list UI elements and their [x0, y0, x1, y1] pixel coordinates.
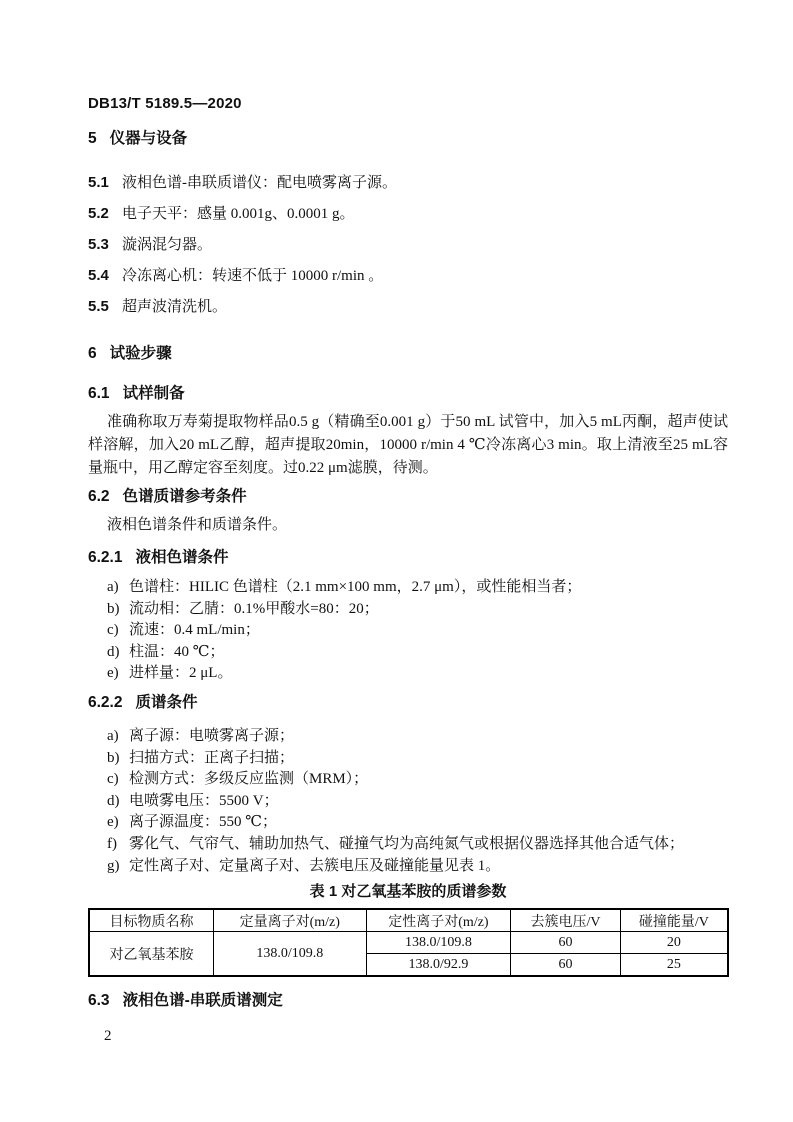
section-6-1-title: 试样制备 [122, 385, 185, 402]
list-item-d [88, 791, 728, 813]
cell-quantitative-pair: 138.0/109.8 [213, 932, 366, 977]
list-text: 离子源温度：550 ℃； [129, 814, 278, 831]
document-number: DB13/T 5189.5—2020 [88, 95, 242, 112]
clause-5-4 [88, 267, 728, 285]
page-content [88, 95, 728, 1010]
cell-declustering-voltage: 60 [511, 932, 621, 954]
list-marker: e) [107, 665, 119, 682]
section-5-clauses [88, 174, 728, 316]
clause-5-1 [88, 174, 728, 192]
section-6-2-2-title: 质谱条件 [135, 693, 198, 711]
list-text: 流速：0.4 mL/min； [129, 622, 260, 639]
clause-number: 5.1 [88, 174, 109, 191]
section-6-1-number: 6.1 [88, 385, 110, 402]
col-header-substance: 目标物质名称 [89, 909, 213, 932]
col-header-qualitative-pair: 定性离子对(m/z) [366, 909, 511, 932]
cell-substance: 对乙氧基苯胺 [89, 932, 213, 977]
clause-5-3 [88, 236, 728, 254]
section-5-heading [88, 130, 728, 148]
list-text: 流动相：乙腈：0.1%甲酸水=80：20； [129, 600, 379, 617]
clause-text: 超声波清洗机。 [122, 299, 228, 315]
section-6-3-number: 6.3 [88, 992, 110, 1010]
list-text: 定性离子对、定量离子对、去簇电压及碰撞能量见表 1。 [129, 857, 501, 874]
list-marker: a) [107, 727, 119, 744]
list-marker: b) [107, 749, 120, 766]
list-item-d [88, 642, 728, 664]
list-item-e [88, 812, 728, 834]
cell-collision-energy: 25 [620, 954, 728, 977]
table-1-caption: 表 1 对乙氧基苯胺的质谱参数 [309, 883, 507, 901]
cell-qualitative-pair: 138.0/92.9 [366, 954, 511, 977]
section-6-2-number: 6.2 [88, 488, 110, 505]
section-6-2-1-heading [88, 549, 728, 567]
list-text: 柱温：40 ℃； [129, 643, 225, 660]
table-1 [88, 908, 729, 977]
list-item-c [88, 620, 728, 642]
col-header-declustering-voltage: 去簇电压/V [511, 909, 621, 932]
list-text: 进样量：2 μL。 [129, 665, 233, 682]
list-item-g [88, 856, 728, 878]
section-5-number: 5 [88, 130, 97, 147]
clause-number: 5.4 [88, 267, 109, 284]
list-item-e [88, 663, 728, 685]
section-5-title: 仪器与设备 [109, 130, 188, 147]
list-item-b [88, 599, 728, 621]
list-text: 检测方式：多级反应监测（MRM）； [129, 771, 369, 788]
reference-conditions-paragraph: 液相色谱条件和质谱条件。 [107, 517, 288, 533]
section-6-3-heading [88, 992, 728, 1010]
lc-conditions-list [88, 577, 728, 685]
list-marker: c) [107, 771, 119, 788]
list-marker: b) [107, 600, 120, 617]
clause-5-2 [88, 205, 728, 223]
clause-text: 冷冻离心机：转速不低于 10000 r/min 。 [122, 268, 384, 284]
section-6-2-1-number: 6.2.1 [88, 549, 123, 566]
clause-5-5 [88, 298, 728, 316]
col-header-quantitative-pair: 定量离子对(m/z) [213, 909, 366, 932]
list-marker: a) [107, 579, 119, 595]
section-6-title: 试验步骤 [109, 345, 172, 362]
list-item-b [88, 748, 728, 770]
table-row [89, 932, 728, 954]
clause-number: 5.3 [88, 236, 109, 253]
col-header-collision-energy: 碰撞能量/V [620, 909, 728, 932]
section-6-2-2-number: 6.2.2 [88, 693, 123, 711]
list-marker: f) [107, 835, 117, 852]
clause-number: 5.2 [88, 205, 109, 222]
list-marker: e) [107, 814, 119, 831]
section-6-1-heading [88, 385, 728, 403]
list-text: 雾化气、气帘气、辅助加热气、碰撞气均为高纯氮气或根据仪器选择其他合适气体； [129, 835, 685, 852]
cell-qualitative-pair: 138.0/109.8 [366, 932, 511, 954]
ms-conditions-list [88, 726, 728, 877]
cell-collision-energy: 20 [620, 932, 728, 954]
list-marker: d) [107, 643, 120, 660]
section-6-2-2-heading [88, 694, 728, 712]
clause-text: 液相色谱-串联质谱仪：配电喷雾离子源。 [122, 175, 397, 191]
list-item-c [88, 769, 728, 791]
clause-number: 5.5 [88, 298, 109, 315]
clause-text: 漩涡混匀器。 [122, 237, 213, 253]
list-marker: c) [107, 622, 119, 639]
list-text: 离子源：电喷雾离子源； [129, 727, 295, 744]
list-text: 色谱柱：HILIC 色谱柱（2.1 mm×100 mm，2.7 μm），或性能相当者； [129, 579, 582, 595]
section-6-2-1-title: 液相色谱条件 [135, 549, 229, 566]
list-text: 扫描方式：正离子扫描； [129, 749, 295, 766]
section-6-2-title: 色谱质谱参考条件 [122, 488, 247, 505]
table-header-row [89, 909, 728, 932]
section-6-3-title: 液相色谱-串联质谱测定 [122, 992, 283, 1010]
cell-declustering-voltage: 60 [511, 954, 621, 977]
page-number: 2 [104, 1028, 112, 1044]
list-item-a [88, 577, 728, 599]
list-text: 电喷雾电压：5500 V； [129, 792, 279, 809]
section-6-heading [88, 345, 728, 363]
clause-text: 电子天平：感量 0.001g、0.0001 g。 [122, 206, 355, 222]
list-item-f [88, 834, 728, 856]
list-item-a [88, 726, 728, 748]
section-6-number: 6 [88, 345, 97, 362]
section-6-2-heading [88, 488, 728, 506]
sample-preparation-paragraph: 准确称取万寿菊提取物样品0.5 g（精确至0.001 g）于50 mL 试管中，加入5 mL丙酮，超声使试样溶解，加入20 mL乙醇，超声提取20min，10000 r/min 4 ℃冷冻离心3 min。取上清液至25 mL容量瓶中，用乙醇定容至刻度。过0.22 μm滤膜，待测。 [88, 414, 728, 476]
list-marker: g) [107, 857, 120, 874]
list-marker: d) [107, 792, 120, 809]
